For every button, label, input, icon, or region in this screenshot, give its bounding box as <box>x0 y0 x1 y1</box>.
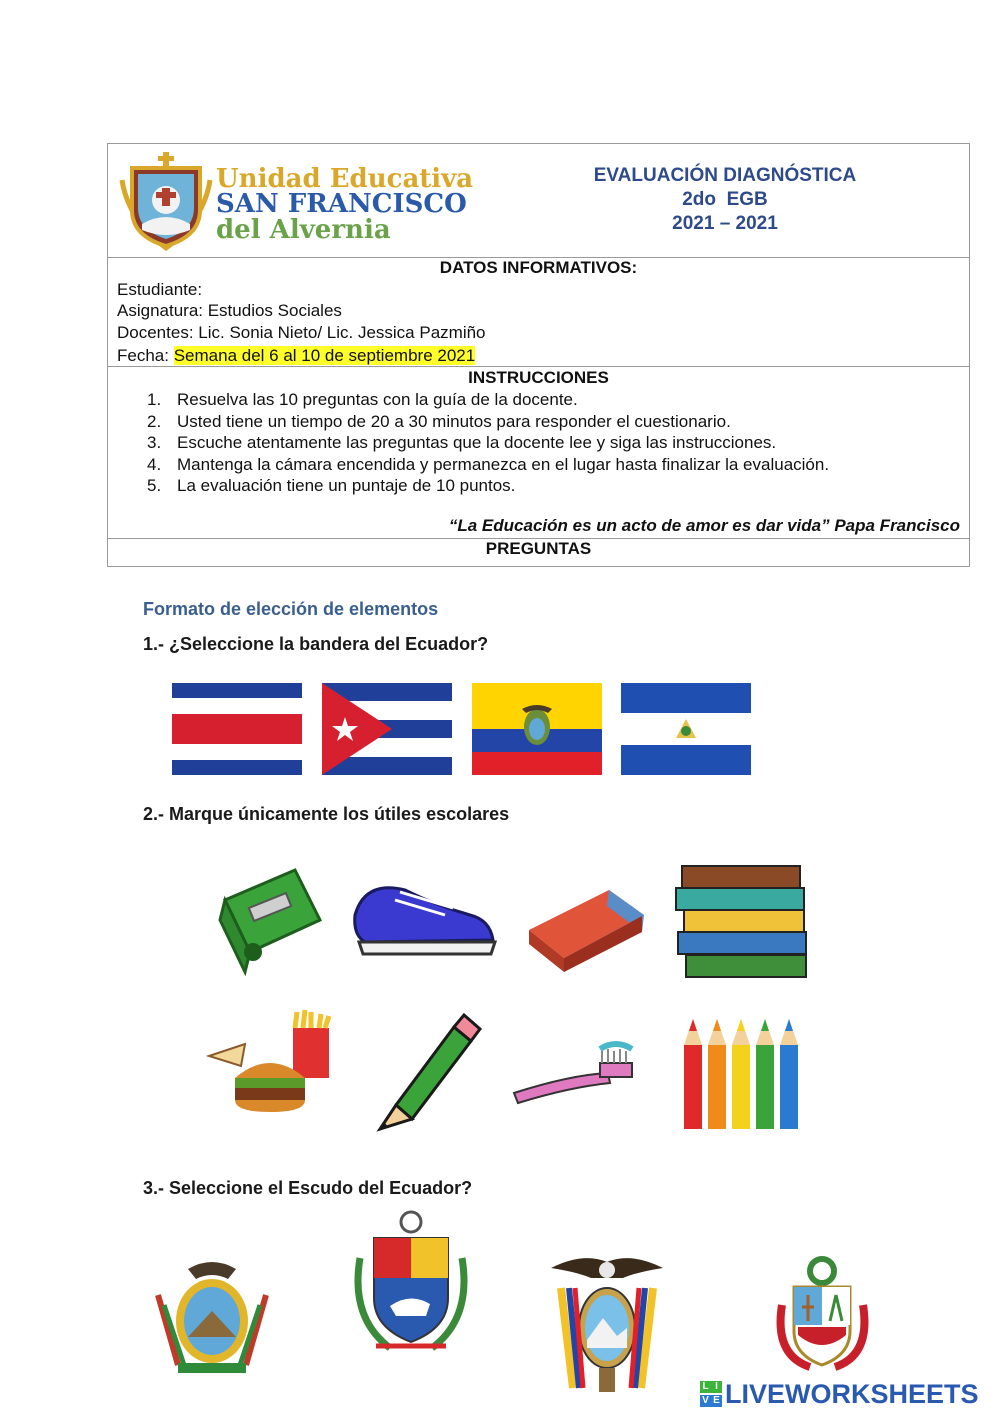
pencil-option[interactable] <box>376 1005 483 1133</box>
datos-title: DATOS INFORMATIVOS: <box>439 258 638 277</box>
logo-line-2: SAN FRANCISCO <box>216 189 467 219</box>
books-option[interactable] <box>666 860 826 998</box>
fast-food-option[interactable] <box>205 1008 340 1133</box>
instructions-title: INSTRUCCIONES <box>468 368 609 387</box>
watermark-text: LIVEWORKSHEETS <box>725 1378 979 1409</box>
sharpener-option[interactable] <box>205 860 338 982</box>
student-field: Estudiante: <box>117 280 203 299</box>
venezuela-coat-of-arms-option[interactable] <box>350 1208 472 1358</box>
format-label: Formato de elección de elementos <box>143 599 439 619</box>
date-value: Semana del 6 al 10 de septiembre 2021 <box>173 346 476 365</box>
logo-line-3: del Alvernia <box>216 215 391 245</box>
el-salvador-flag-option[interactable] <box>621 683 751 775</box>
evaluation-title: EVALUACIÓN DIAGNÓSTICA <box>593 165 857 186</box>
grade-label: 2do EGB <box>682 189 768 210</box>
preguntas-title: PREGUNTAS <box>485 539 592 558</box>
instruction-item: 4. Mantenga la cámara encendida y permanezca en el lugar hasta finalizar la evaluación. <box>147 454 830 474</box>
bolivia-coat-of-arms-option[interactable] <box>148 1255 276 1380</box>
instruction-item: 3. Escuche atentamente las preguntas que la docente lee y siga las instrucciones. <box>147 433 777 452</box>
ecuador-flag-option[interactable] <box>472 683 602 775</box>
sneakers-option[interactable] <box>345 860 507 970</box>
eraser-option[interactable] <box>514 860 655 991</box>
instructions-list <box>147 389 829 497</box>
cuba-flag-option[interactable] <box>322 683 452 775</box>
instruction-item: 5. La evaluación tiene un puntaje de 10 puntos. <box>147 476 516 495</box>
liveworksheets-watermark <box>700 1379 979 1409</box>
quote: “La Educación es un acto de amor es dar vida” Papa Francisco <box>448 516 960 535</box>
logo-line-1: Unidad Educativa <box>216 164 474 194</box>
ecuador-coat-of-arms-option[interactable] <box>543 1248 671 1400</box>
question-2: 2.- Marque únicamente los útiles escolares <box>143 804 510 824</box>
question-1: 1.- ¿Seleccione la bandera del Ecuador? <box>143 634 489 654</box>
school-logo-emblem <box>118 150 214 252</box>
divider <box>108 366 969 367</box>
subject-line: Asignatura: Estudios Sociales <box>117 301 342 320</box>
school-year: 2021 – 2021 <box>672 213 778 234</box>
instruction-item: 2. Usted tiene un tiempo de 20 a 30 minutos para responder el cuestionario. <box>147 411 731 431</box>
question-3: 3.- Seleccione el Escudo del Ecuador? <box>143 1178 473 1198</box>
costa-rica-flag-option[interactable] <box>172 683 302 775</box>
evaluation-title-block <box>560 164 890 236</box>
date-line <box>117 345 475 366</box>
instruction-item: 1. Resuelva las 10 preguntas con la guía de la docente. <box>147 390 578 409</box>
teachers-line: Docentes: Lic. Sonia Nieto/ Lic. Jessica Pazmiño <box>117 323 486 342</box>
colored-pencils-option[interactable] <box>654 1005 811 1133</box>
date-label: Fecha: <box>117 346 174 365</box>
toothbrush-option[interactable] <box>500 1005 646 1133</box>
peru-coat-of-arms-option[interactable] <box>770 1255 875 1375</box>
watermark-logo-icon: L I V E <box>700 1381 722 1407</box>
